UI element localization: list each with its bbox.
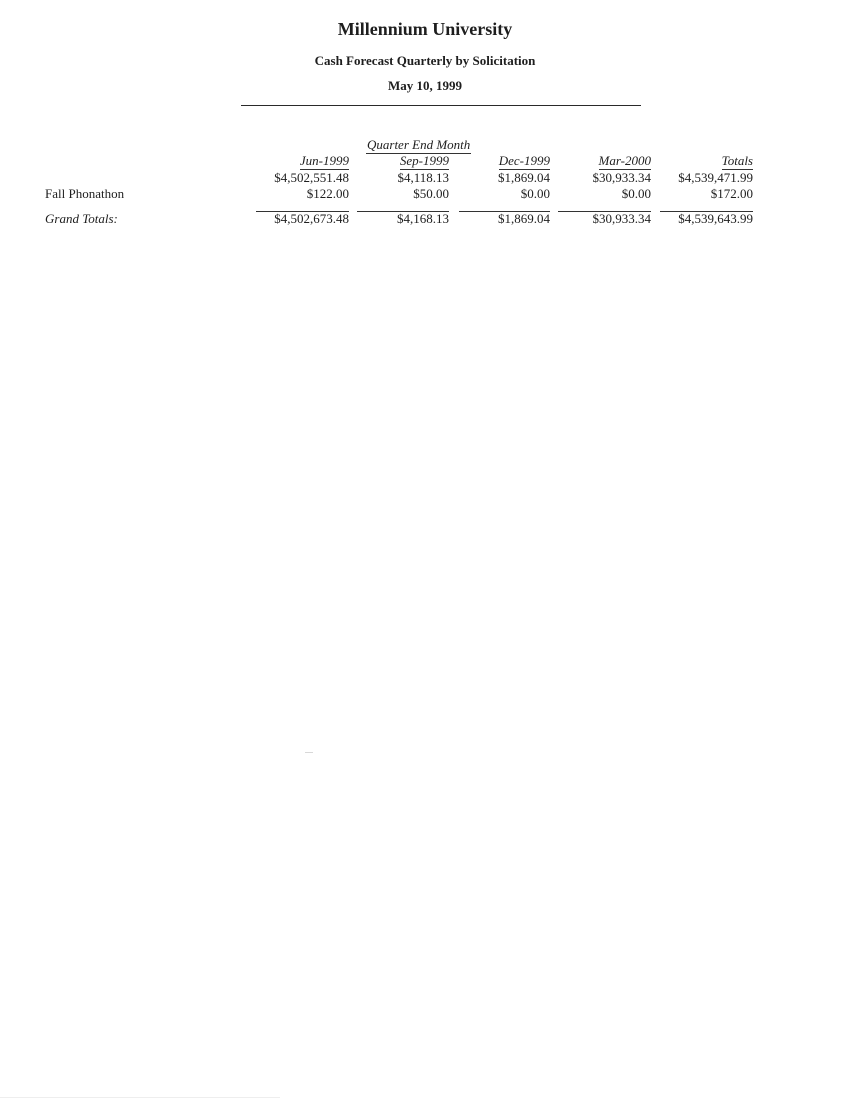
report-date: May 10, 1999	[387, 78, 463, 93]
table-cell: $50.00	[413, 186, 449, 201]
report-title: Cash Forecast Quarterly by Solicitation	[314, 53, 536, 68]
row-label-fall-phonathon: Fall Phonathon	[45, 186, 125, 201]
grand-total-cell: $4,168.13	[397, 211, 449, 226]
table-cell: $122.00	[306, 186, 349, 201]
report-organization: Millennium University	[337, 19, 513, 39]
scan-artifact	[0, 1097, 280, 1098]
table-cell: $4,539,471.99	[678, 170, 753, 185]
header-divider	[241, 105, 641, 106]
scan-artifact	[305, 752, 313, 753]
quarter-group-header: Quarter End Month	[367, 137, 471, 152]
column-header-mar-2000: Mar-2000	[598, 153, 651, 168]
table-cell: $172.00	[710, 186, 753, 201]
table-cell: $0.00	[520, 186, 550, 201]
column-header-sep-1999: Sep-1999	[399, 153, 449, 168]
grand-total-cell: $30,933.34	[592, 211, 651, 226]
table-cell: $4,118.13	[397, 170, 449, 185]
grand-total-cell: $4,539,643.99	[678, 211, 753, 226]
grand-total-cell: $4,502,673.48	[274, 211, 349, 226]
column-header-jun-1999: Jun-1999	[299, 153, 349, 168]
column-header-totals: Totals	[721, 153, 753, 168]
table-cell: $4,502,551.48	[274, 170, 349, 185]
table-cell: $30,933.34	[592, 170, 651, 185]
table-cell: $0.00	[621, 186, 651, 201]
grand-total-cell: $1,869.04	[498, 211, 550, 226]
column-header-dec-1999: Dec-1999	[498, 153, 550, 168]
table-cell: $1,869.04	[498, 170, 550, 185]
row-label-grand-totals: Grand Totals:	[45, 211, 118, 226]
